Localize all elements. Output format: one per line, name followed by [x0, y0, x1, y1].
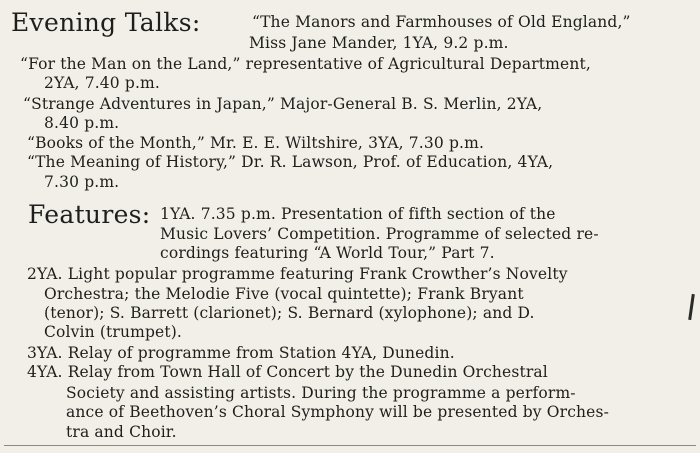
- feature-line: 1YA. 7.35 p.m. Presentation of fifth section of the: [160, 205, 556, 223]
- talk-line: “The Meaning of History,” Dr. R. Lawson, Prof. of Education, 4YA,: [27, 153, 554, 171]
- talk-line: “Strange Adventures in Japan,” Major-General B. S. Merlin, 2YA,: [23, 95, 543, 113]
- feature-line: (tenor); S. Barrett (clarionet); S. Bernard (xylophone); and D.: [44, 304, 535, 322]
- feature-line: 2YA. Light popular programme featuring Frank Crowther’s Novelty: [27, 265, 568, 283]
- features-heading: Features:: [28, 200, 151, 229]
- feature-line: 4YA. Relay from Town Hall of Concert by the Dunedin Orchestral: [27, 363, 548, 381]
- talk-line: 8.40 p.m.: [44, 114, 120, 132]
- feature-line: Colvin (trumpet).: [44, 323, 182, 341]
- feature-line: Society and assisting artists. During the programme a perform-: [66, 384, 576, 402]
- talk-line: 2YA, 7.40 p.m.: [44, 74, 160, 92]
- talk-line: “The Manors and Farmhouses of Old England,”: [252, 13, 631, 31]
- feature-line: Music Lovers’ Competition. Programme of selected re-: [160, 225, 599, 243]
- feature-line: cordings featuring “A World Tour,” Part 7.: [160, 244, 495, 262]
- evening-talks-heading: Evening Talks:: [11, 8, 201, 37]
- print-smudge: [688, 294, 695, 320]
- feature-line: 3YA. Relay of programme from Station 4YA, Dunedin.: [27, 344, 455, 362]
- talk-line: 7.30 p.m.: [44, 173, 120, 191]
- talk-line: “Books of the Month,” Mr. E. E. Wiltshire, 3YA, 7.30 p.m.: [27, 134, 485, 152]
- feature-line: tra and Choir.: [66, 423, 177, 441]
- feature-line: ance of Beethoven’s Choral Symphony will be presented by Orches-: [66, 403, 609, 421]
- bottom-rule: [4, 445, 696, 446]
- talk-line: “For the Man on the Land,” representative of Agricultural Department,: [20, 55, 591, 73]
- feature-line: Orchestra; the Melodie Five (vocal quintette); Frank Bryant: [44, 285, 524, 303]
- talk-line: Miss Jane Mander, 1YA, 9.2 p.m.: [249, 34, 509, 52]
